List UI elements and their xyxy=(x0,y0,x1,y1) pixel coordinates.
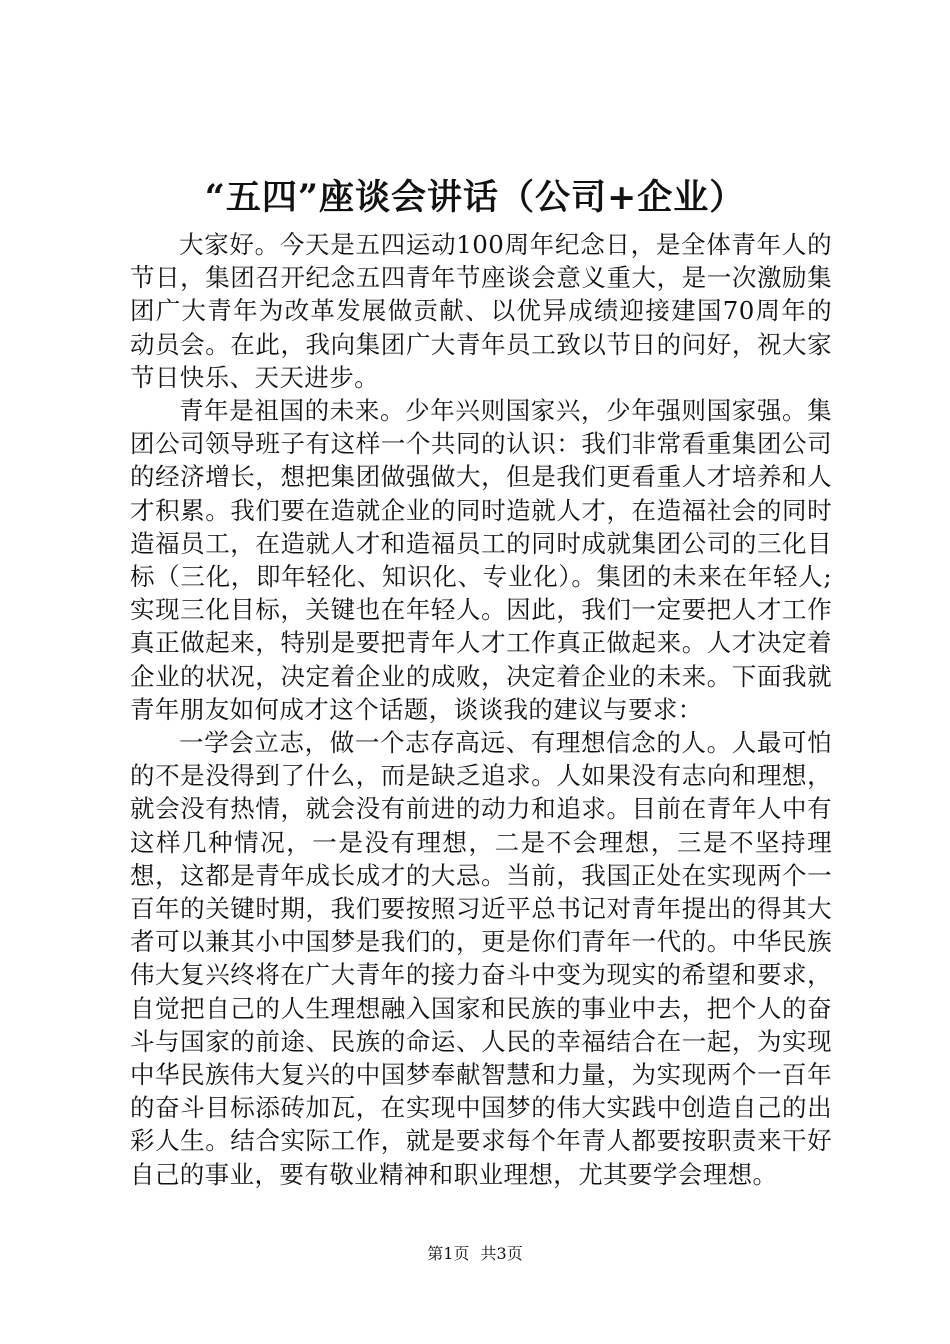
document-body xyxy=(130,228,832,1191)
page-footer xyxy=(0,1244,950,1264)
page-number: 第1页 xyxy=(427,1244,470,1263)
page-total: 共3页 xyxy=(480,1244,523,1263)
paragraph-set-ambition: 一学会立志，做一个志存高远、有理想信念的人。人最可怕的不是没得到了什么，而是缺乏追求。人如果没有志向和理想，就会没有热情，就会没有前进的动力和追求。目前在青年人中有这样几种情况，一是没有理想，二是不会理想，三是不坚持理想，这都是青年成长成才的大忌。当前，我国正处在实现两个一百年的关键时期，我们要按照习近平总书记对青年提出的得其大者可以兼其小中国梦是我们的，更是你们青年一代的。中华民族伟大复兴终将在广大青年的接力奋斗中变为现实的希望和要求，自觉把自己的人生理想融入国家和民族的事业中去，把个人的奋斗与国家的前途、民族的命运、人民的幸福结合在一起，为实现中华民族伟大复兴的中国梦奉献智慧和力量，为实现两个一百年的奋斗目标添砖加瓦，在实现中国梦的伟大实践中创造自己的出彩人生。结合实际工作，就是要求每个年青人都要按职责来干好自己的事业，要有敬业精神和职业理想，尤其要学会理想。 xyxy=(130,728,832,1189)
document-title: “五四”座谈会讲话（公司+企业） xyxy=(204,177,746,218)
paragraph-youth-future: 青年是祖国的未来。少年兴则国家兴，少年强则国家强。集团公司领导班子有这样一个共同的认识：我们非常看重集团公司的经济增长，想把集团做强做大，但是我们更看重人才培养和人才积累。我们要在造就企业的同时造就人才，在造福社会的同时造福员工，在造就人才和造福员工的同时成就集团公司的三化目标（三化，即年轻化、知识化、专业化）。集团的未来在年轻人;实现三化目标，关键也在年轻人。因此，我们一定要把人才工作真正做起来，特别是要把青年人才工作真正做起来。人才决定着企业的状况，决定着企业的成败，决定着企业的未来。下面我就青年朋友如何成才这个话题，谈谈我的建议与要求： xyxy=(130,396,832,724)
paragraph-greeting: 大家好。今天是五四运动100周年纪念日，是全体青年人的节日，集团召开纪念五四青年节座谈会意义重大，是一次激励集团广大青年为改革发展做贡献、以优异成绩迎接建国70周年的动员会。在此，我向集团广大青年员工致以节日的问好，祝大家节日快乐、天天进步。 xyxy=(130,230,832,392)
